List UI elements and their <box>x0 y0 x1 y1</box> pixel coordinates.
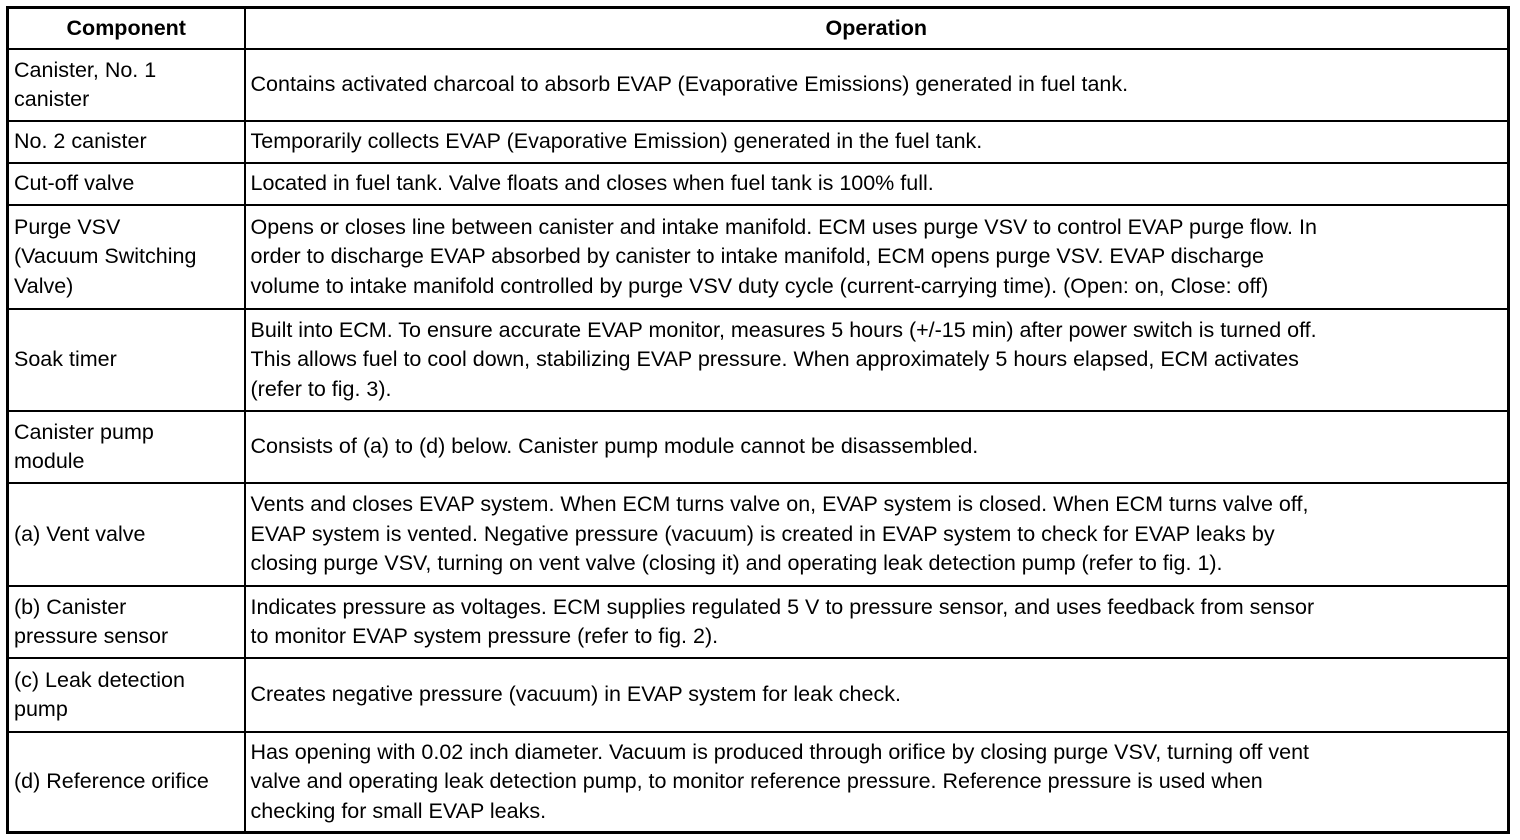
operation-cell: Temporarily collects EVAP (Evaporative Emission) generated in the fuel tank. <box>245 121 1509 163</box>
operation-cell: Indicates pressure as voltages. ECM supplies regulated 5 V to pressure sensor, and uses feedback from sensor to monitor EVAP system pressure (refer to fig. 2). <box>245 586 1509 658</box>
table-row <box>8 205 1509 309</box>
component-cell: (c) Leak detection pump <box>8 658 245 732</box>
table-row <box>8 732 1509 832</box>
operation-cell: Creates negative pressure (vacuum) in EVAP system for leak check. <box>245 658 1509 732</box>
table-row <box>8 586 1509 658</box>
component-cell: No. 2 canister <box>8 121 245 163</box>
table-row <box>8 163 1509 205</box>
table-row <box>8 49 1509 121</box>
component-cell: (d) Reference orifice <box>8 732 245 832</box>
table-row <box>8 411 1509 483</box>
table-header-row <box>8 8 1509 50</box>
table-row <box>8 309 1509 411</box>
component-cell: Soak timer <box>8 309 245 411</box>
component-cell: (b) Canister pressure sensor <box>8 586 245 658</box>
component-cell: Cut-off valve <box>8 163 245 205</box>
header-operation: Operation <box>245 8 1509 50</box>
table-row <box>8 658 1509 732</box>
component-cell: Purge VSV (Vacuum Switching Valve) <box>8 205 245 309</box>
operation-cell: Contains activated charcoal to absorb EVAP (Evaporative Emissions) generated in fuel tank. <box>245 49 1509 121</box>
evap-component-table-container <box>6 6 1510 834</box>
table-row <box>8 483 1509 586</box>
header-component: Component <box>8 8 245 50</box>
operation-cell: Located in fuel tank. Valve floats and closes when fuel tank is 100% full. <box>245 163 1509 205</box>
operation-cell: Has opening with 0.02 inch diameter. Vacuum is produced through orifice by closing purge VSV, turning off vent valve and operating leak detection pump, to monitor reference pressure. Reference pressure is used when checking for small EVAP leaks. <box>245 732 1509 832</box>
operation-cell: Built into ECM. To ensure accurate EVAP monitor, measures 5 hours (+/-15 min) after power switch is turned off. This allows fuel to cool down, stabilizing EVAP pressure. When approximately 5 hours elapsed, ECM activates (refer to fig. 3). <box>245 309 1509 411</box>
component-cell: Canister pump module <box>8 411 245 483</box>
evap-component-table <box>6 6 1510 834</box>
operation-cell: Vents and closes EVAP system. When ECM turns valve on, EVAP system is closed. When ECM turns valve off, EVAP system is vented. Negative pressure (vacuum) is created in EVAP system to check for EVAP leaks by closing purge VSV, turning on vent valve (closing it) and operating leak detection pump (refer to fig. 1). <box>245 483 1509 586</box>
component-cell: (a) Vent valve <box>8 483 245 586</box>
table-row <box>8 121 1509 163</box>
component-cell: Canister, No. 1 canister <box>8 49 245 121</box>
operation-cell: Consists of (a) to (d) below. Canister pump module cannot be disassembled. <box>245 411 1509 483</box>
operation-cell: Opens or closes line between canister and intake manifold. ECM uses purge VSV to control EVAP purge flow. In order to discharge EVAP absorbed by canister to intake manifold, ECM opens purge VSV. EVAP discharge volume to intake manifold controlled by purge VSV duty cycle (current-carrying time). (Open: on, Close: off) <box>245 205 1509 309</box>
